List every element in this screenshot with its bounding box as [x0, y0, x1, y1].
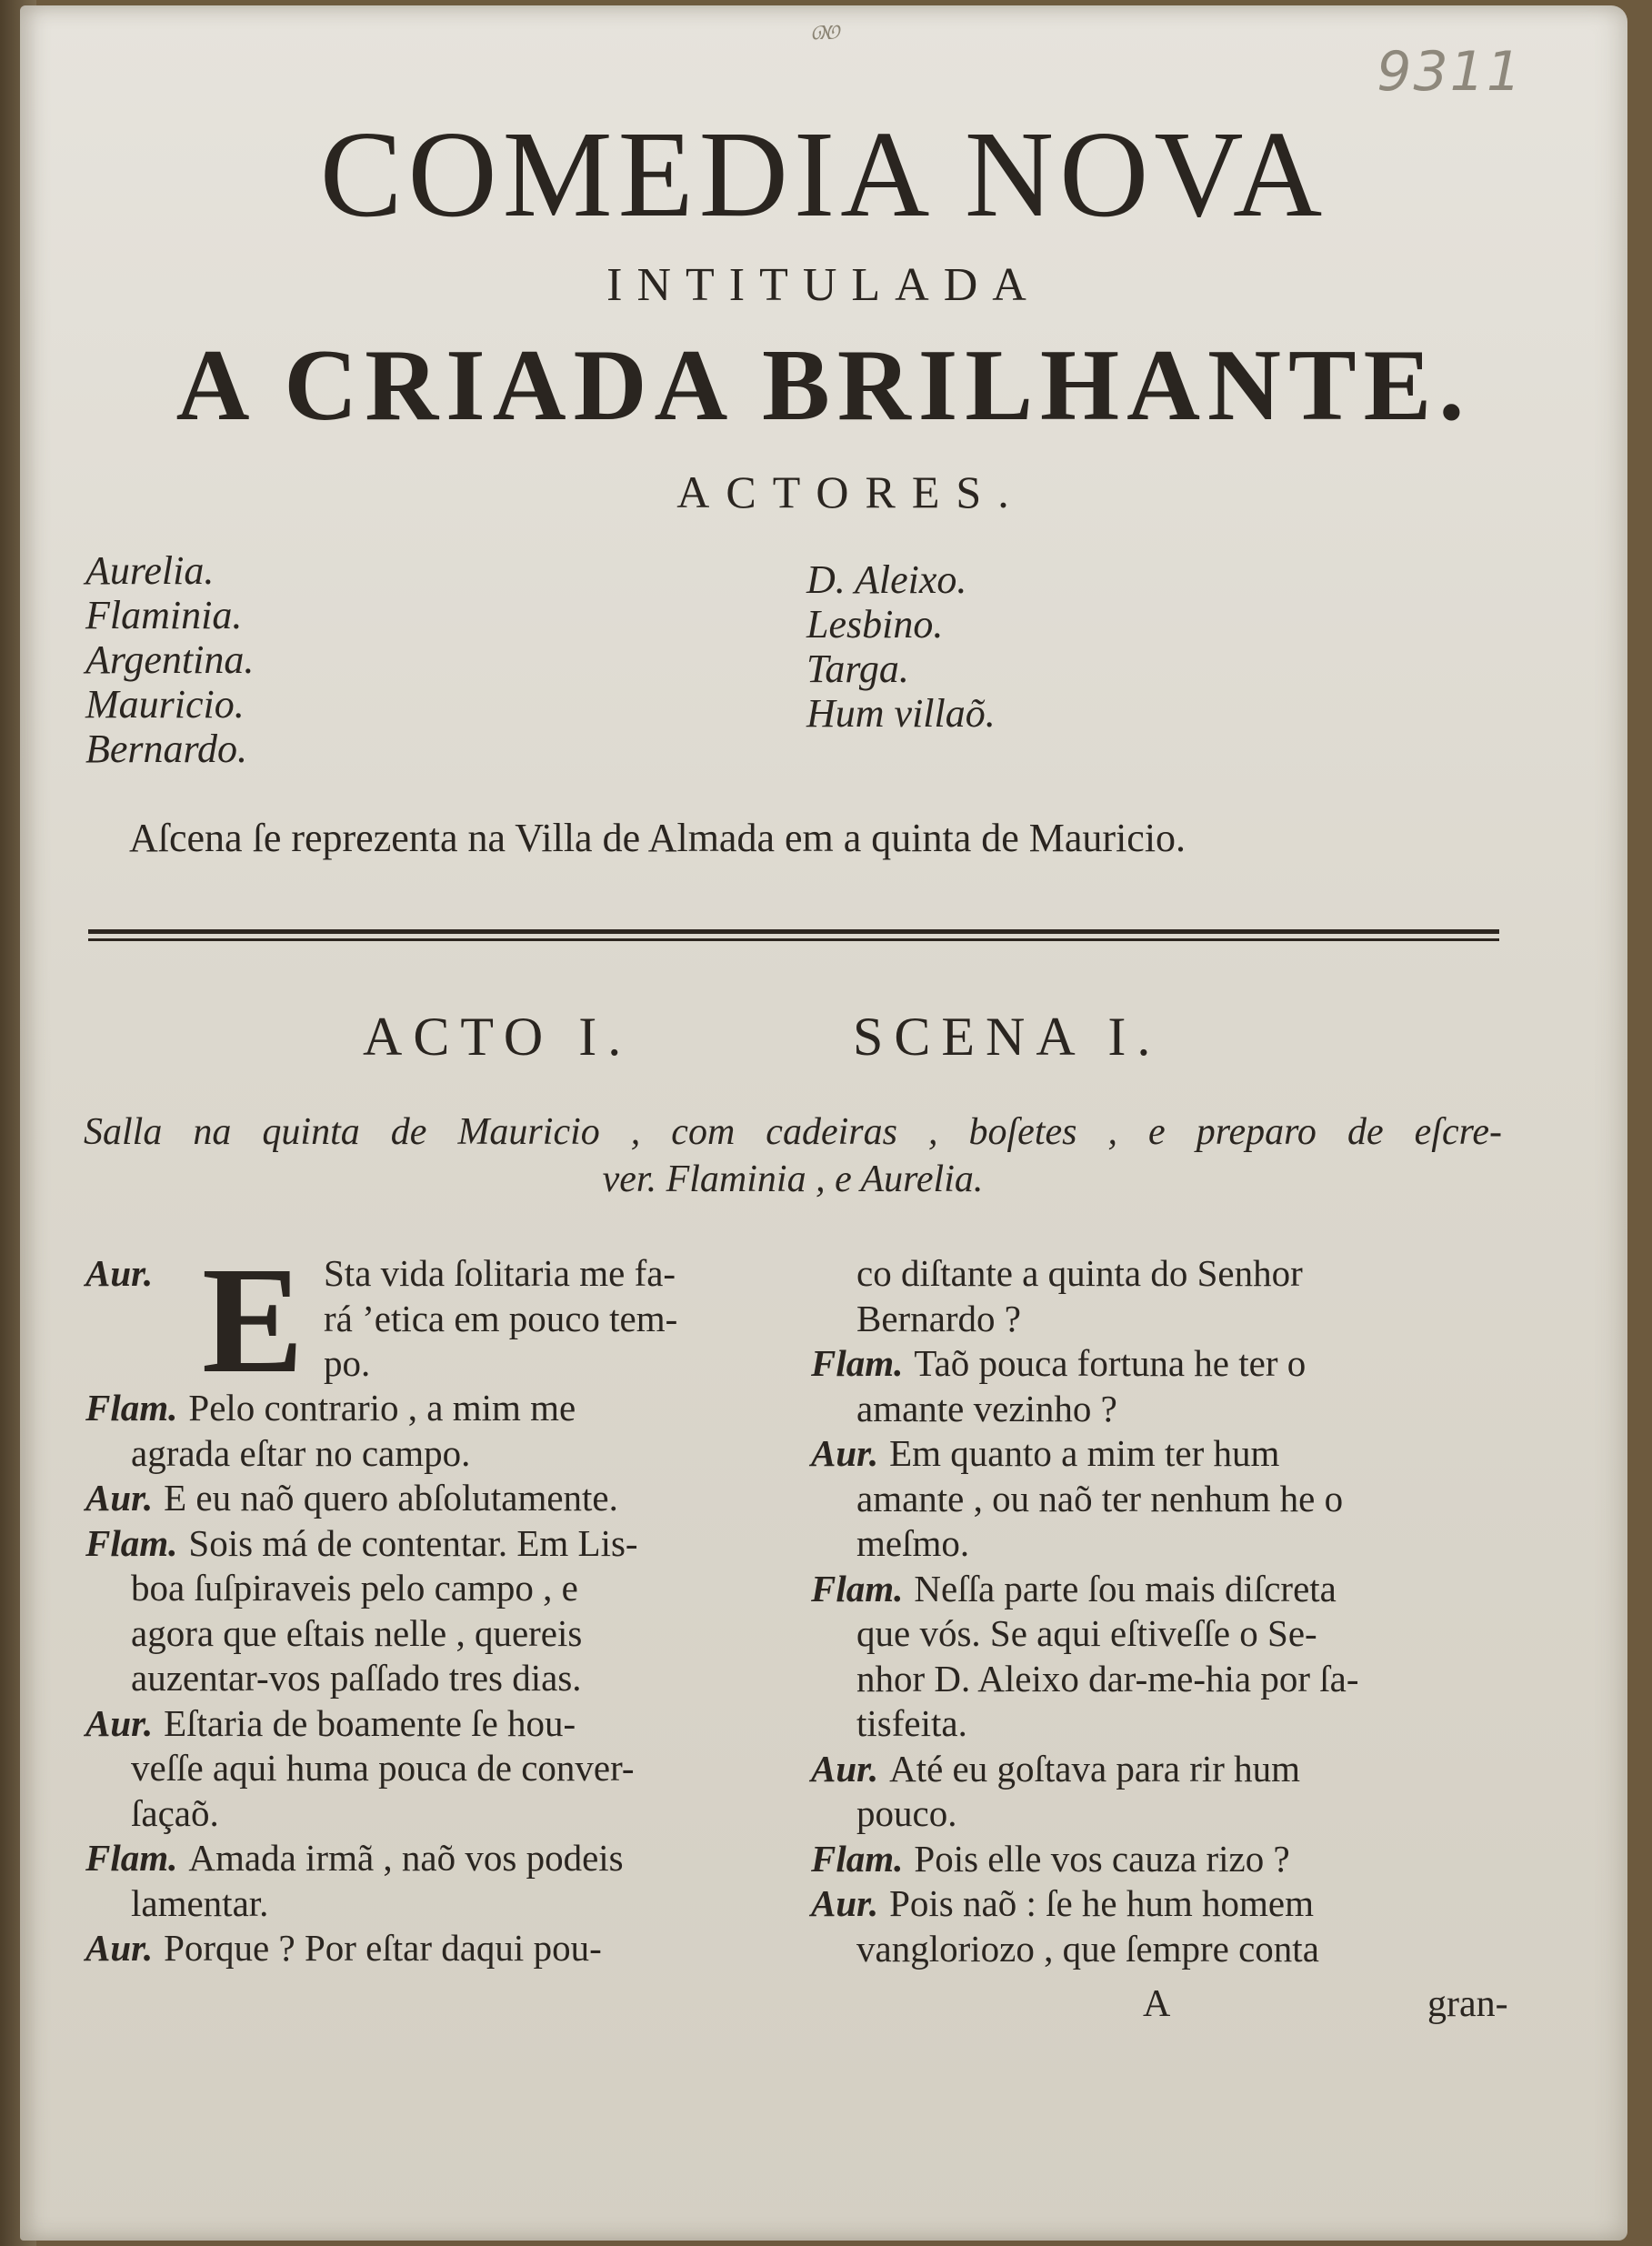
- stage-direction-line: ver. Flaminia , e Aurelia.: [602, 1158, 984, 1200]
- drop-cap: E: [202, 1236, 305, 1405]
- text-line: vangloriozo , que ſempre conta: [856, 1927, 1319, 1970]
- speech-block: [811, 1747, 1513, 1837]
- speech-text: Taõ pouca fortuna he ter o: [914, 1342, 1307, 1384]
- cast-item: Hum villaõ.: [806, 691, 996, 736]
- speaker-label: Aur.: [85, 1477, 154, 1519]
- speech-text: Pois elle vos cauza rizo ?: [914, 1837, 1290, 1880]
- signature-mark: A: [1143, 1983, 1171, 2025]
- speaker-label: Aur.: [85, 1252, 154, 1294]
- text-line: veſſe aqui huma pouca de conver-: [131, 1747, 635, 1789]
- speech-text: Pelo contrario , a mim me: [188, 1387, 576, 1429]
- stage-direction-line: Salla na quinta de Mauricio , com cadeiras , boſetes , e preparo de eſcre-: [84, 1111, 1502, 1153]
- text-line: Sta vida ſolitaria me fa-: [324, 1252, 676, 1294]
- speech-text: Sois má de contentar. Em Lis-: [188, 1521, 638, 1564]
- speech-block: [811, 1837, 1513, 1882]
- text-column-right: [811, 1251, 1513, 1971]
- text-line: boa ſuſpiraveis pelo campo , e: [131, 1567, 578, 1609]
- text-line: co diſtante a quinta do Senhor: [856, 1252, 1303, 1294]
- speaker-label: Aur.: [811, 1747, 879, 1790]
- scene-heading: SCENA I.: [853, 1007, 1162, 1067]
- scene-setting: Aſcena ſe reprezenta na Villa de Almada em a quinta de Mauricio.: [129, 816, 1186, 860]
- speaker-label: Aur.: [85, 1701, 154, 1744]
- speech-block: [85, 1701, 786, 1837]
- actors-heading: ACTORES.: [676, 466, 1026, 517]
- speaker-label: Flam.: [811, 1342, 904, 1384]
- speech-block: [811, 1251, 1513, 1341]
- speaker-label: Flam.: [85, 1837, 178, 1879]
- text-line: agrada eſtar no campo.: [131, 1431, 471, 1474]
- speech-text: Em quanto a mim ter hum: [889, 1432, 1280, 1474]
- cast-item: Bernardo.: [85, 727, 248, 771]
- speech-text: Eſtaria de boamente ſe hou-: [164, 1701, 576, 1744]
- speech-text: E eu naõ quero abſolutamente.: [164, 1477, 618, 1519]
- act-heading: ACTO I.: [363, 1007, 633, 1067]
- cast-item: Argentina.: [85, 637, 255, 682]
- text-line: [811, 1567, 1513, 1612]
- text-line: amante , ou naõ ter nenhum he o: [856, 1477, 1344, 1519]
- speech-text: Porque ? Por eſtar daqui pou-: [164, 1927, 602, 1969]
- text-line: Bernardo ?: [856, 1297, 1021, 1339]
- text-line: [85, 1521, 786, 1567]
- text-line: rá ’etica em pouco tem-: [324, 1297, 678, 1339]
- text-line: lamentar.: [131, 1881, 269, 1924]
- speaker-label: Aur.: [811, 1432, 879, 1474]
- speech-block: [85, 1521, 786, 1701]
- text-line: [85, 1476, 786, 1521]
- printer-ornament: 🙐: [811, 13, 846, 46]
- text-column-left: [85, 1236, 786, 1971]
- speaker-label: Flam.: [811, 1567, 904, 1609]
- shelf-number: 9311: [1377, 40, 1523, 104]
- speech-block: [85, 1926, 786, 1971]
- speech-block: [811, 1341, 1513, 1431]
- cast-item: Flaminia.: [85, 593, 243, 637]
- speaker-label: Flam.: [85, 1387, 178, 1429]
- cast-item: Aurelia.: [85, 548, 215, 593]
- text-line: [811, 1837, 1513, 1882]
- divider-rule: [88, 924, 1499, 948]
- text-line: ſaçaõ.: [131, 1791, 219, 1834]
- cast-item: Lesbino.: [806, 602, 944, 647]
- cast-item: Targa.: [806, 647, 909, 691]
- catchword: gran-: [1427, 1983, 1508, 2025]
- text-line: [85, 1701, 786, 1747]
- speech-text: Amada irmã , naõ vos podeis: [188, 1837, 624, 1879]
- page: [20, 5, 1627, 2241]
- speech-block: [85, 1836, 786, 1926]
- speaker-label: Flam.: [85, 1521, 178, 1564]
- text-line: [85, 1386, 786, 1431]
- text-line: auzentar-vos paſſado tres dias.: [131, 1657, 582, 1699]
- speaker-label: Aur.: [85, 1927, 154, 1969]
- stage-direction: [84, 1108, 1502, 1203]
- speech-block: [85, 1236, 786, 1405]
- text-line: [811, 1431, 1513, 1477]
- main-title: A CRIADA BRILHANTE.: [175, 329, 1472, 442]
- page-title: COMEDIA NOVA: [319, 106, 1328, 243]
- speaker-label: Flam.: [811, 1837, 904, 1880]
- speech-text: Pois naõ : ſe he hum homem: [889, 1882, 1314, 1924]
- text-line: [85, 1926, 786, 1971]
- cast-list-left: [85, 548, 254, 771]
- subtitle: INTITULADA: [606, 259, 1041, 311]
- text-line: nhor D. Aleixo dar-me-hia por ſa-: [856, 1657, 1359, 1700]
- speech-block: [85, 1476, 786, 1521]
- cast-item: Mauricio.: [85, 682, 245, 727]
- speech-block: [811, 1431, 1513, 1567]
- speech-text: Neſſa parte ſou mais diſcreta: [914, 1567, 1337, 1609]
- speech-text: Até eu goſtava para rir hum: [889, 1747, 1301, 1790]
- cast-item: D. Aleixo.: [806, 557, 967, 602]
- speech-block: [811, 1567, 1513, 1747]
- text-line: [811, 1341, 1513, 1387]
- text-line: po.: [324, 1342, 371, 1384]
- text-line: tisfeita.: [856, 1702, 967, 1744]
- text-line: pouco.: [856, 1792, 957, 1834]
- text-line: amante vezinho ?: [856, 1387, 1117, 1429]
- text-line: [85, 1836, 786, 1881]
- speech-block: [85, 1386, 786, 1476]
- text-line: agora que eſtais nelle , quereis: [131, 1611, 583, 1654]
- text-line: que vós. Se aqui eſtiveſſe o Se-: [856, 1612, 1317, 1654]
- text-line: meſmo.: [856, 1522, 970, 1564]
- text-line: [811, 1747, 1513, 1792]
- cast-list-right: [806, 557, 996, 736]
- speech-block: [811, 1881, 1513, 1971]
- speaker-label: Aur.: [811, 1882, 879, 1924]
- text-line: [811, 1881, 1513, 1927]
